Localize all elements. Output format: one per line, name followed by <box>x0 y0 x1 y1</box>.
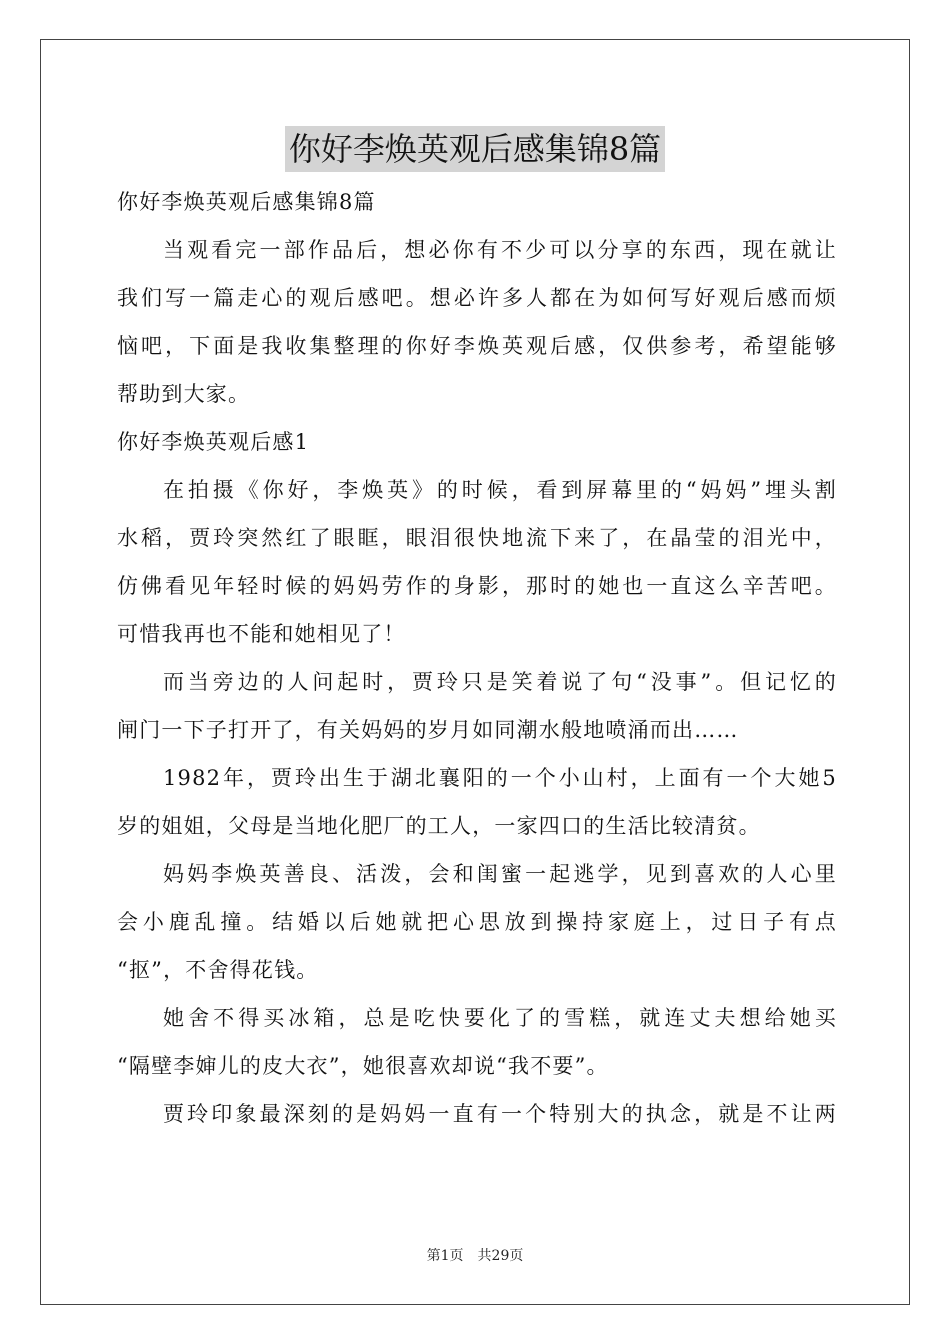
page-footer <box>0 1246 950 1266</box>
text-line: 当观看完一部作品后，想必你有不少可以分享的东西，现在就让 <box>163 238 837 262</box>
title-wrap <box>0 126 950 172</box>
page-total: 共29页 <box>477 1248 524 1264</box>
text-line: 岁的姐姐，父母是当地化肥厂的工人，一家四口的生活比较清贫。 <box>117 814 761 838</box>
text-line: “抠”，不舍得花钱。 <box>117 958 319 982</box>
text-line: 恼吧，下面是我收集整理的你好李焕英观后感，仅供参考，希望能够 <box>117 334 837 358</box>
text-line: 而当旁边的人问起时，贾玲只是笑着说了句“没事”。但记忆的 <box>163 670 837 694</box>
text-line: 帮助到大家。 <box>117 382 251 406</box>
text-line: 妈妈李焕英善良、活泼，会和闺蜜一起逃学，见到喜欢的人心里 <box>163 862 837 886</box>
text-line: 贾玲印象最深刻的是妈妈一直有一个特别大的执念，就是不让两 <box>163 1102 837 1126</box>
text-line: 会小鹿乱撞。结婚以后她就把心思放到操持家庭上，过日子有点 <box>117 910 837 934</box>
text-line: 她舍不得买冰箱，总是吃快要化了的雪糕，就连丈夫想给她买 <box>163 1006 837 1030</box>
text-line: 可惜我再也不能和她相见了！ <box>117 622 406 646</box>
text-line: 水稻，贾玲突然红了眼眶，眼泪很快地流下来了，在晶莹的泪光中， <box>117 526 837 550</box>
text-line: 仿佛看见年轻时候的妈妈劳作的身影，那时的她也一直这么辛苦吧。 <box>117 574 837 598</box>
text-line: 在拍摄《你好，李焕英》的时候，看到屏幕里的“妈妈”埋头割 <box>163 478 837 502</box>
text-line: 你好李焕英观后感集锦8篇 <box>117 190 376 214</box>
document-title: 你好李焕英观后感集锦8篇 <box>285 126 665 172</box>
page-number: 第1页 <box>426 1248 464 1264</box>
text-line: “隔壁李婶儿的皮大衣”，她很喜欢却说“我不要”。 <box>117 1054 609 1078</box>
text-line: 闸门一下子打开了，有关妈妈的岁月如同潮水般地喷涌而出…… <box>117 718 739 742</box>
text-line: 1982年，贾玲出生于湖北襄阳的一个小山村，上面有一个大她5 <box>163 766 837 790</box>
text-line: 你好李焕英观后感1 <box>117 430 310 454</box>
document-body <box>117 178 837 1138</box>
text-line: 我们写一篇走心的观后感吧。想必许多人都在为如何写好观后感而烦 <box>117 286 837 310</box>
